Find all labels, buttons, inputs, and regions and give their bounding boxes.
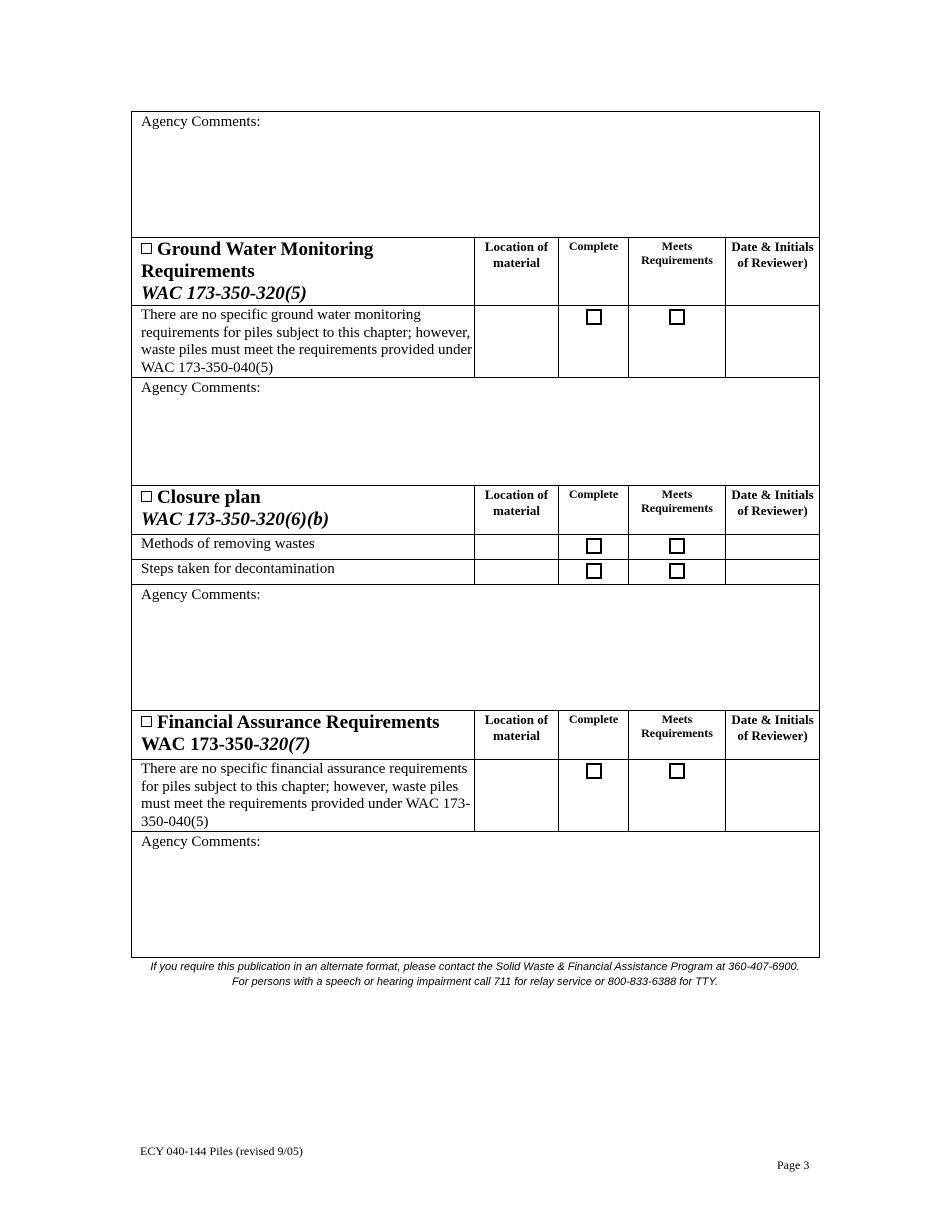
checklist-table — [131, 111, 820, 958]
agency-comments-label: Agency Comments: — [141, 587, 261, 603]
item-text: There are no specific ground water monitoring requirements for piles subject to this chapter; however, waste piles must meet the requirements provided under WAC 173-350-040(5) — [132, 306, 475, 378]
agency-comments[interactable] — [132, 112, 820, 238]
date-cell[interactable] — [726, 306, 820, 378]
agency-comments[interactable] — [132, 378, 820, 486]
agency-comments[interactable] — [132, 832, 820, 958]
accessibility-line-1: If you require this publication in an alternate format, please contact the Solid Waste & Financial Assistance Program at 360-407-6900. — [150, 961, 800, 973]
table-row — [132, 760, 820, 832]
agency-comments-row — [132, 378, 820, 486]
header-date: Date & Initials of Reviewer) — [726, 238, 820, 306]
section-title-closure: Closure plan WAC 173-350-320(6)(b) — [132, 486, 475, 535]
location-cell[interactable] — [475, 760, 559, 832]
section-header-closure — [132, 486, 820, 535]
agency-comments-row — [132, 832, 820, 958]
date-cell[interactable] — [726, 760, 820, 832]
table-row — [132, 560, 820, 585]
location-cell[interactable] — [475, 560, 559, 585]
item-text: There are no specific financial assurance requirements for piles subject to this chapter; however, waste piles must meet the requirements provided under WAC 173-350-040(5) — [132, 760, 475, 832]
complete-checkbox[interactable] — [586, 538, 602, 554]
complete-checkbox[interactable] — [586, 563, 602, 579]
header-location: Location of material — [475, 711, 559, 760]
header-location: Location of material — [475, 238, 559, 306]
agency-comments-row — [132, 112, 820, 238]
agency-comments-label: Agency Comments: — [141, 834, 261, 850]
agency-comments-label: Agency Comments: — [141, 380, 261, 396]
header-complete: Complete — [559, 711, 629, 760]
section-title-ground-water: Ground Water Monitoring Requirements WAC 173-350-320(5) — [132, 238, 475, 306]
meets-cell — [629, 306, 726, 378]
meets-checkbox[interactable] — [669, 563, 685, 579]
location-cell[interactable] — [475, 306, 559, 378]
accessibility-line-2: For persons with a speech or hearing impairment call 711 for relay service or 800-833-6388 for TTY. — [231, 976, 719, 988]
meets-checkbox[interactable] — [669, 309, 685, 325]
checkbox-icon[interactable] — [141, 243, 152, 254]
location-cell[interactable] — [475, 535, 559, 560]
header-complete: Complete — [559, 486, 629, 535]
table-row — [132, 306, 820, 378]
meets-cell — [629, 560, 726, 585]
complete-cell — [559, 306, 629, 378]
section-header-ground-water — [132, 238, 820, 306]
meets-checkbox[interactable] — [669, 763, 685, 779]
header-meets: Meets Requirements — [629, 238, 726, 306]
table-row — [132, 535, 820, 560]
agency-comments-label: Agency Comments: — [141, 114, 261, 130]
complete-cell — [559, 535, 629, 560]
item-text: Steps taken for decontamination — [132, 560, 475, 585]
form-identifier: ECY 040-144 Piles (revised 9/05) — [140, 1144, 303, 1158]
checkbox-icon[interactable] — [141, 716, 152, 727]
meets-checkbox[interactable] — [669, 538, 685, 554]
header-meets: Meets Requirements — [629, 711, 726, 760]
meets-cell — [629, 535, 726, 560]
header-complete: Complete — [559, 238, 629, 306]
complete-checkbox[interactable] — [586, 763, 602, 779]
header-meets: Meets Requirements — [629, 486, 726, 535]
agency-comments-row — [132, 585, 820, 711]
date-cell[interactable] — [726, 535, 820, 560]
complete-cell — [559, 560, 629, 585]
header-location: Location of material — [475, 486, 559, 535]
page-number: Page 3 — [777, 1158, 810, 1172]
complete-checkbox[interactable] — [586, 309, 602, 325]
date-cell[interactable] — [726, 560, 820, 585]
header-date: Date & Initials of Reviewer) — [726, 711, 820, 760]
accessibility-notice — [0, 960, 950, 990]
section-header-financial — [132, 711, 820, 760]
section-title-financial: Financial Assurance Requirements WAC 173-350-320(7) — [132, 711, 475, 760]
complete-cell — [559, 760, 629, 832]
agency-comments[interactable] — [132, 585, 820, 711]
checkbox-icon[interactable] — [141, 491, 152, 502]
meets-cell — [629, 760, 726, 832]
item-text: Methods of removing wastes — [132, 535, 475, 560]
header-date: Date & Initials of Reviewer) — [726, 486, 820, 535]
